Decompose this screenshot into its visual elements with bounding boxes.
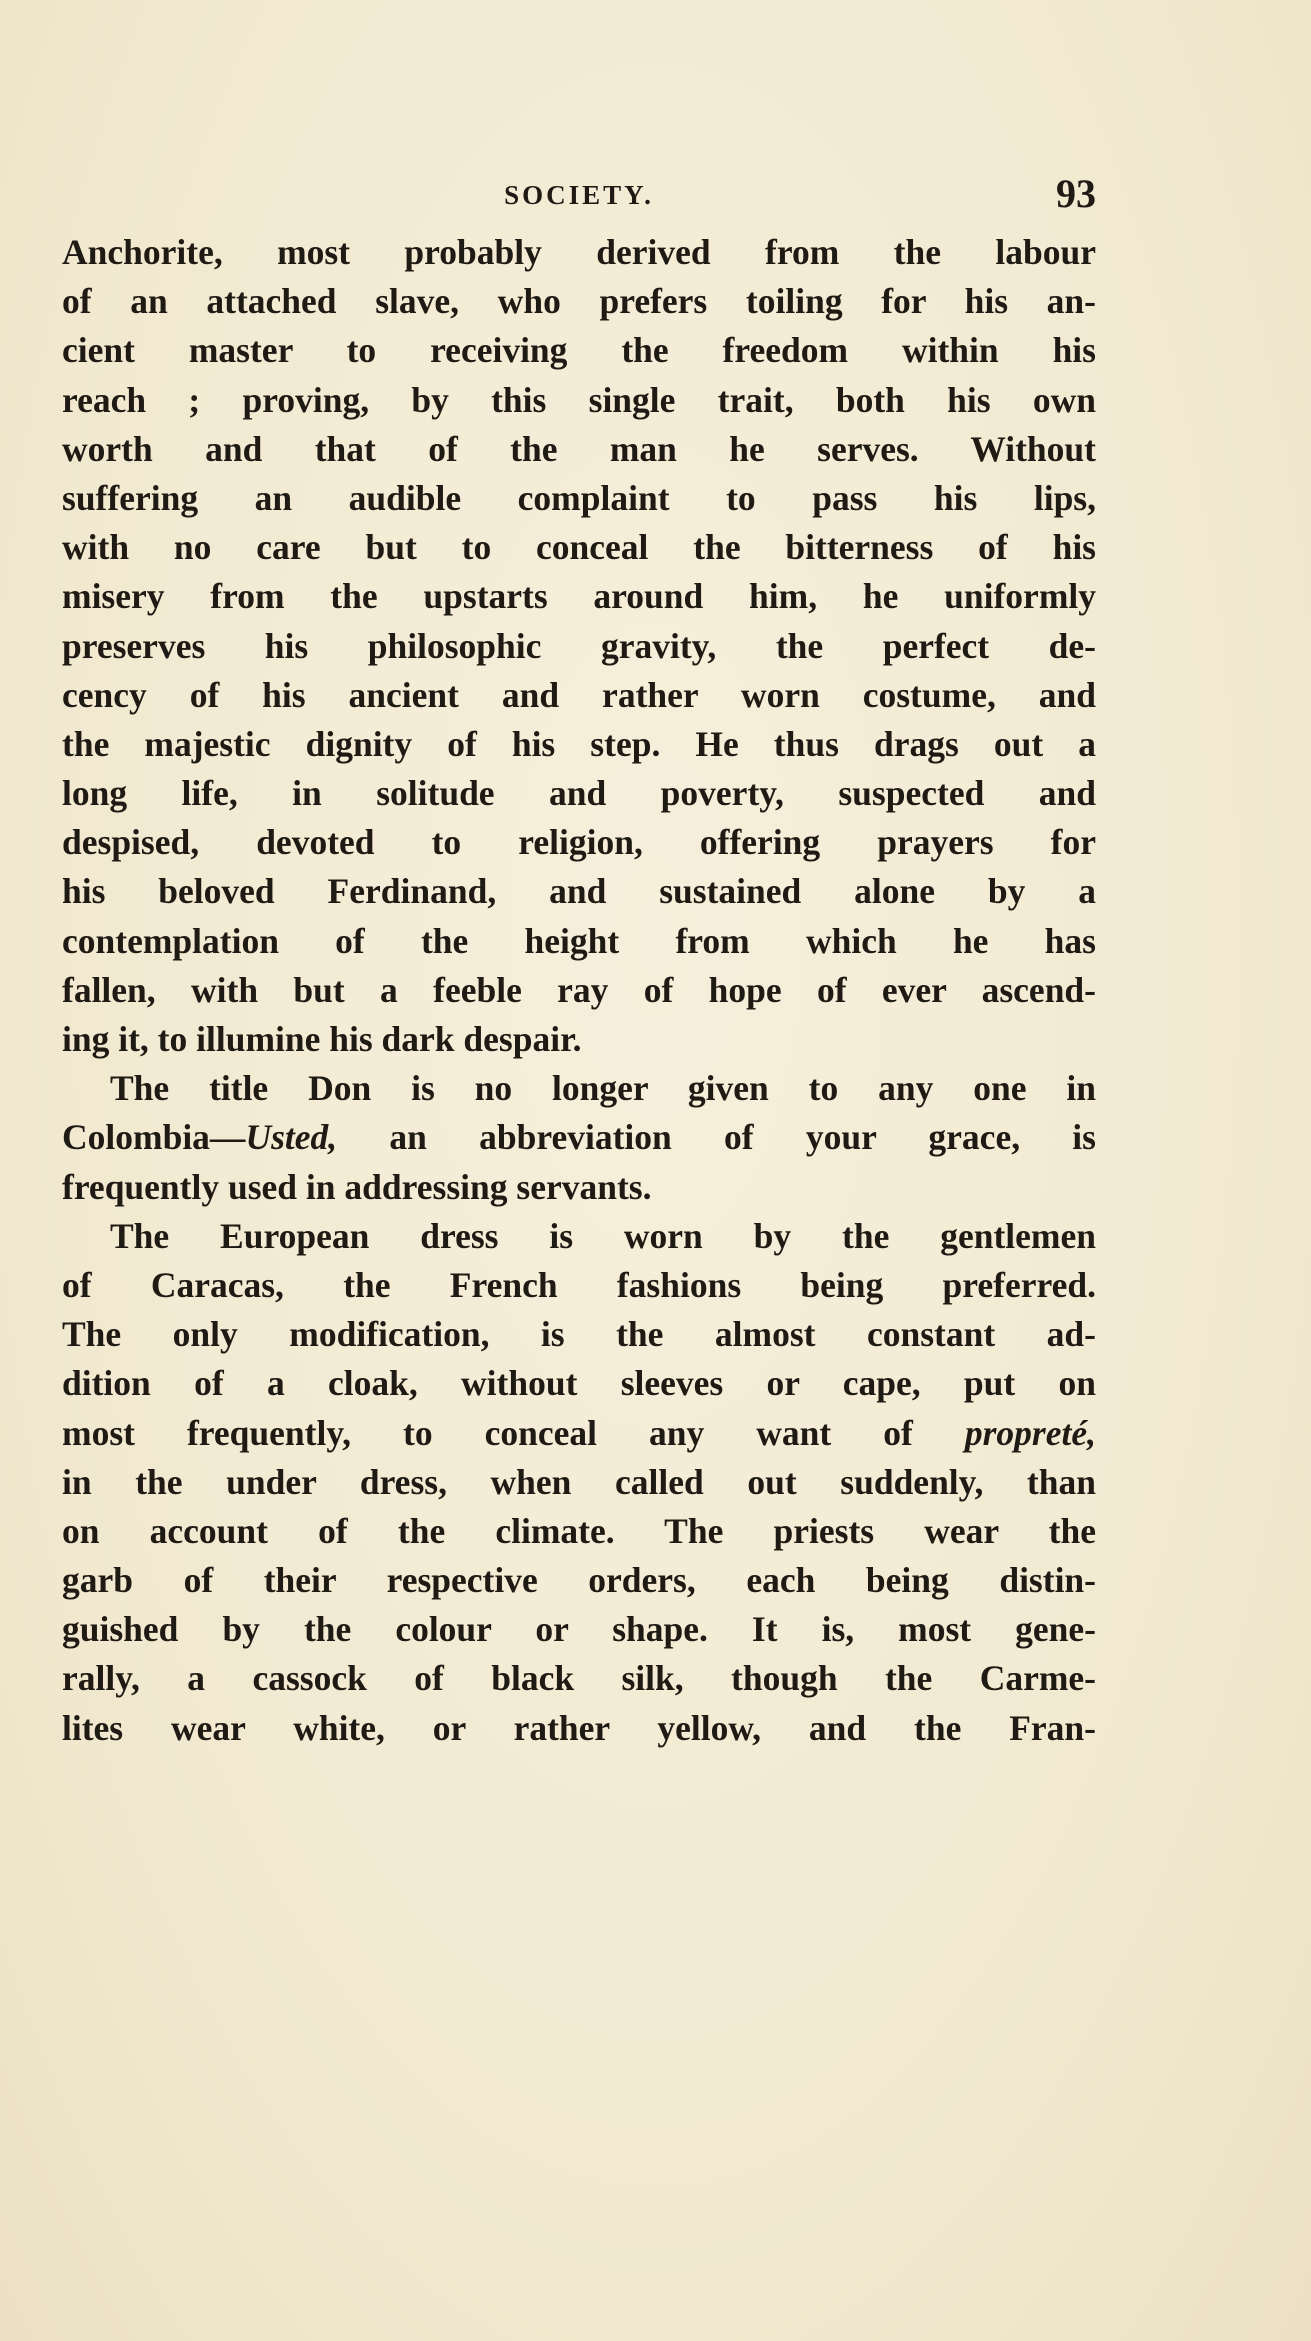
text-line: guished by the colour or shape. It is, most gene-	[62, 1609, 1096, 1650]
text-line: rally, a cassock of black silk, though the Carme-	[62, 1658, 1096, 1699]
text-line-with-italic	[62, 1113, 1096, 1162]
paragraph-end-line: frequently used in addressing servants.	[62, 1166, 652, 1207]
text-line: The only modification, is the almost constant ad-	[62, 1314, 1096, 1355]
text-line: on account of the climate. The priests wear the	[62, 1510, 1096, 1551]
text-line: suffering an audible complaint to pass his lips,	[62, 477, 1096, 518]
text-line: in the under dress, when called out suddenly, than	[62, 1461, 1096, 1502]
text-line: his beloved Ferdinand, and sustained alone by a	[62, 871, 1096, 912]
text-line: garb of their respective orders, each being distin-	[62, 1560, 1096, 1601]
text-line: the majestic dignity of his step. He thus drags out a	[62, 723, 1096, 764]
text-fragment: most frequently, to conceal any want of	[62, 1412, 965, 1453]
text-line: preserves his philosophic gravity, the perfect de-	[62, 625, 1096, 666]
text-fragment: Colombia—	[62, 1117, 246, 1158]
paragraph-end-line: ing it, to illumine his dark despair.	[62, 1019, 582, 1059]
text-line: misery from the upstarts around him, he uniformly	[62, 576, 1096, 617]
text-line: of an attached slave, who prefers toiling for his an-	[62, 281, 1096, 322]
text-line: contemplation of the height from which he has	[62, 920, 1096, 961]
text-line: reach ; proving, by this single trait, both his own	[62, 379, 1096, 420]
body-text	[62, 228, 1096, 1753]
text-line: worth and that of the man he serves. Without	[62, 428, 1096, 469]
text-line: cency of his ancient and rather worn costume, and	[62, 674, 1096, 715]
italic-word: propreté,	[964, 1412, 1096, 1453]
paragraph-start-line: The title Don is no longer given to any one in	[110, 1068, 1096, 1109]
page-number: 93	[1056, 171, 1096, 216]
italic-word: Usted,	[245, 1117, 338, 1158]
text-line: dition of a cloak, without sleeves or cape, put on	[62, 1363, 1096, 1404]
text-line: lites wear white, or rather yellow, and the Fran-	[62, 1707, 1096, 1748]
text-line: long life, in solitude and poverty, suspected and	[62, 773, 1096, 814]
text-line: despised, devoted to religion, offering prayers for	[62, 822, 1096, 863]
text-fragment: an abbreviation of your grace, is	[337, 1117, 1096, 1158]
text-line: of Caracas, the French fashions being preferred.	[62, 1264, 1096, 1305]
text-line: cient master to receiving the freedom within his	[62, 330, 1096, 371]
text-line-with-italic	[62, 1409, 1096, 1458]
text-line: fallen, with but a feeble ray of hope of ever ascend-	[62, 969, 1096, 1010]
text-line: Anchorite, most probably derived from the labour	[62, 232, 1096, 272]
running-head-title: SOCIETY.	[504, 180, 654, 210]
running-head	[62, 170, 1096, 230]
paragraph-start-line: The European dress is worn by the gentlemen	[110, 1215, 1096, 1256]
text-line: with no care but to conceal the bitterness of his	[62, 527, 1096, 568]
